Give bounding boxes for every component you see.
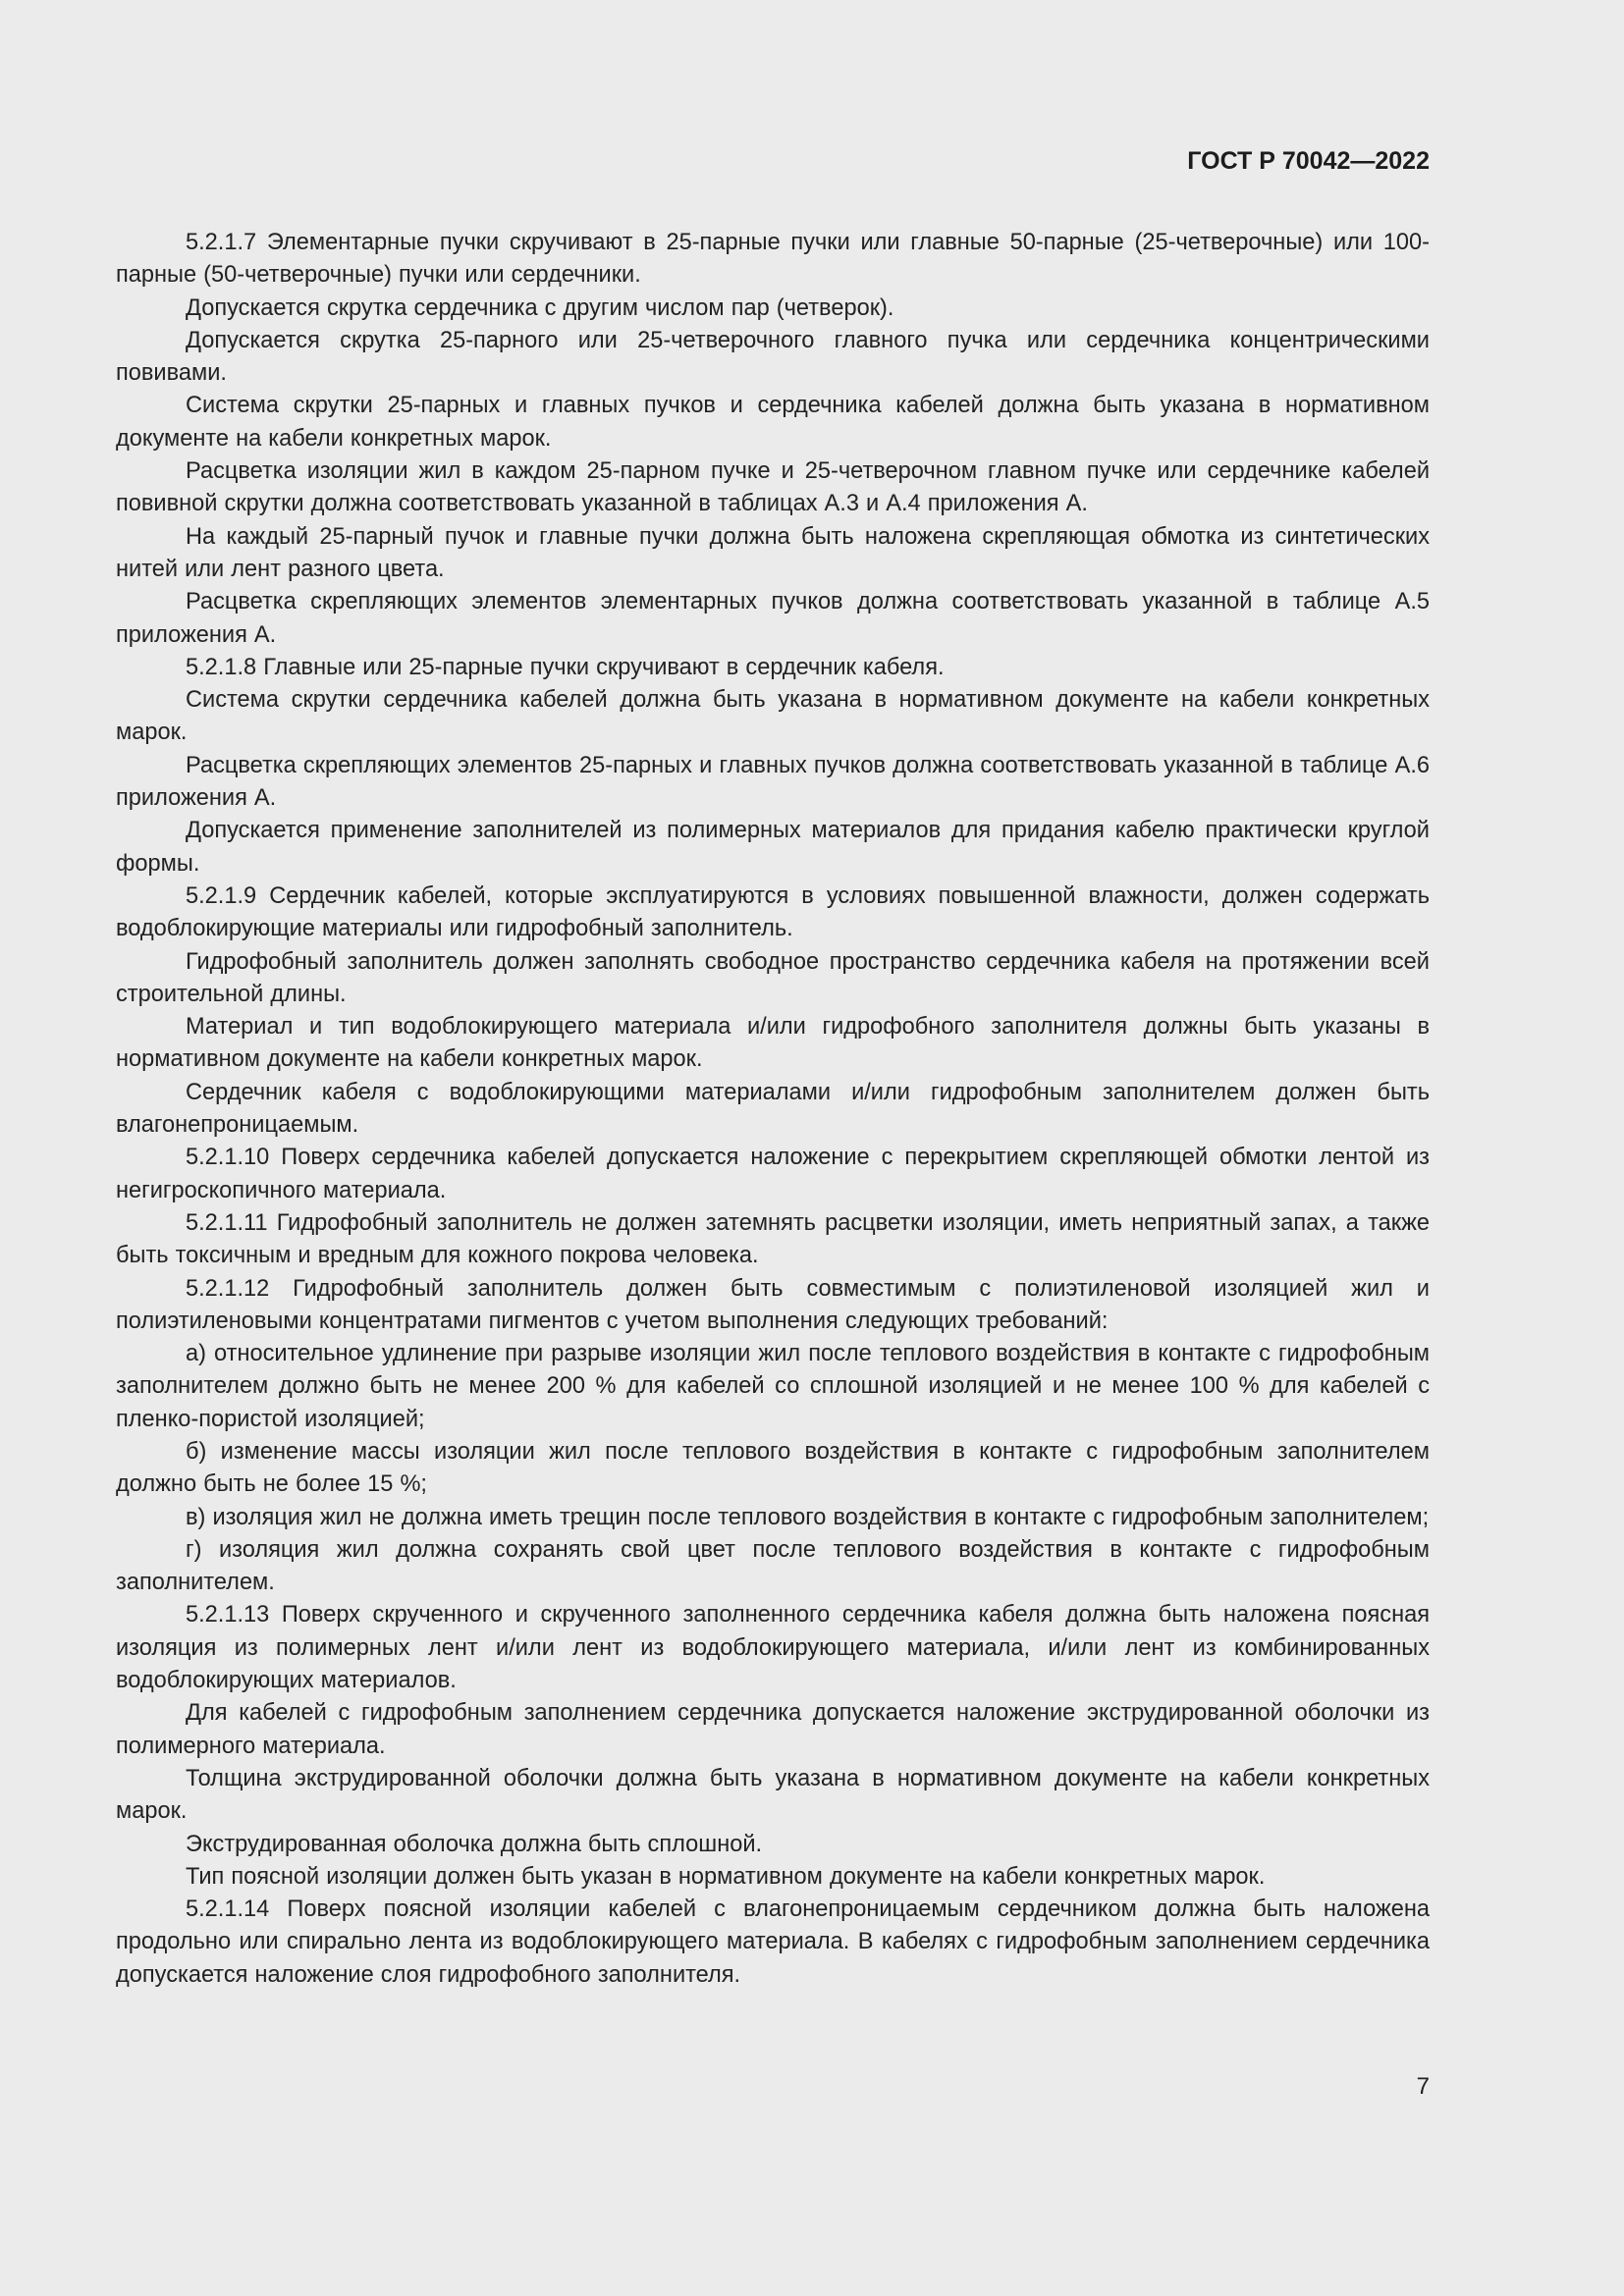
standard-header: ГОСТ Р 70042—2022: [1187, 147, 1430, 175]
paragraph: Гидрофобный заполнитель должен заполнять свободное пространство сердечника кабеля на протяжении всей строительной длины.: [116, 948, 1430, 1007]
paragraph: Система скрутки сердечника кабелей должна быть указана в нормативном документе на кабели конкретных марок.: [116, 687, 1430, 746]
list-item: а) относительное удлинение при разрыве изоляции жил после теплового воздействия в контакте с гидрофобным заполнителем должно быть не менее 200 % для кабелей со сплошной изоляцией и не менее 100 % для кабелей с пленко-пористой изоляцией;: [116, 1341, 1430, 1432]
paragraph: Система скрутки 25-парных и главных пучков и сердечника кабелей должна быть указана в нормативном документе на кабели конкретных марок.: [116, 393, 1430, 452]
paragraph: Расцветка изоляции жил в каждом 25-парном пучке и 25-четверочном главном пучке или сердечнике кабелей повивной скрутки должна соответствовать указанной в таблицах А.3 и А.4 приложения А.: [116, 458, 1430, 517]
paragraph: На каждый 25-парный пучок и главные пучки должна быть наложена скрепляющая обмотка из синтетических нитей или лент разного цвета.: [116, 523, 1430, 582]
page-number: 7: [1416, 2073, 1430, 2100]
paragraph: 5.2.1.13 Поверх скрученного и скрученного заполненного сердечника кабеля должна быть наложена поясная изоляция из полимерных лент и/или лент из водоблокирующего материала, и/или лент из комбинированных водоблокирующих материалов.: [116, 1602, 1430, 1694]
paragraph: 5.2.1.8 Главные или 25-парные пучки скручивают в сердечник кабеля.: [186, 654, 945, 680]
list-item: б) изменение массы изоляции жил после теплового воздействия в контакте с гидрофобным заполнителем должно быть не более 15 %;: [116, 1438, 1430, 1498]
paragraph: Толщина экструдированной оболочки должна быть указана в нормативном документе на кабели конкретных марок.: [116, 1765, 1430, 1825]
paragraph: Сердечник кабеля с водоблокирующими материалами и/или гидрофобным заполнителем должен быть влагонепроницаемым.: [116, 1079, 1430, 1139]
paragraph: Экструдированная оболочка должна быть сплошной.: [186, 1831, 763, 1857]
paragraph: Допускается скрутка 25-парного или 25-четверочного главного пучка или сердечника концентрическими повивами.: [116, 327, 1430, 387]
paragraph: 5.2.1.7 Элементарные пучки скручивают в 25-парные пучки или главные 50-парные (25-четверочные) или 100-парные (50-четверочные) пучки или сердечники.: [116, 230, 1430, 289]
paragraph: Допускается применение заполнителей из полимерных материалов для придания кабелю практически круглой формы.: [116, 818, 1430, 877]
paragraph: 5.2.1.9 Сердечник кабелей, которые эксплуатируются в условиях повышенной влажности, должен содержать водоблокирующие материалы или гидрофобный заполнитель.: [116, 882, 1430, 942]
paragraph: Расцветка скрепляющих элементов элементарных пучков должна соответствовать указанной в таблице А.5 приложения А.: [116, 589, 1430, 648]
paragraph: Расцветка скрепляющих элементов 25-парных и главных пучков должна соответствовать указанной в таблице А.6 приложения А.: [116, 752, 1430, 812]
document-body: [116, 227, 1430, 1992]
paragraph: 5.2.1.11 Гидрофобный заполнитель не должен затемнять расцветки изоляции, иметь неприятный запах, а также быть токсичным и вредным для кожного покрова человека.: [116, 1209, 1430, 1269]
list-item: в) изоляция жил не должна иметь трещин после теплового воздействия в контакте с гидрофобным заполнителем;: [186, 1504, 1430, 1530]
paragraph: 5.2.1.14 Поверх поясной изоляции кабелей с влагонепроницаемым сердечником должна быть наложена продольно или спирально лента из водоблокирующего материала. В кабелях с гидрофобным заполнением сердечника допускается наложение слоя гидрофобного заполнителя.: [116, 1896, 1430, 1988]
paragraph: Для кабелей с гидрофобным заполнением сердечника допускается наложение экструдированной оболочки из полимерного материала.: [116, 1700, 1430, 1759]
paragraph: Допускается скрутка сердечника с другим числом пар (четверок).: [186, 294, 894, 321]
list-item: г) изоляция жил должна сохранять свой цвет после теплового воздействия в контакте с гидрофобным заполнителем.: [116, 1536, 1430, 1596]
paragraph: Тип поясной изоляции должен быть указан в нормативном документе на кабели конкретных марок.: [186, 1863, 1266, 1890]
paragraph: Материал и тип водоблокирующего материала и/или гидрофобного заполнителя должны быть указаны в нормативном документе на кабели конкретных марок.: [116, 1014, 1430, 1073]
paragraph: 5.2.1.10 Поверх сердечника кабелей допускается наложение с перекрытием скрепляющей обмотки лентой из негигроскопичного материала.: [116, 1145, 1430, 1203]
paragraph: 5.2.1.12 Гидрофобный заполнитель должен быть совместимым с полиэтиленовой изоляцией жил и полиэтиленовыми концентратами пигментов с учетом выполнения следующих требований:: [116, 1275, 1430, 1334]
